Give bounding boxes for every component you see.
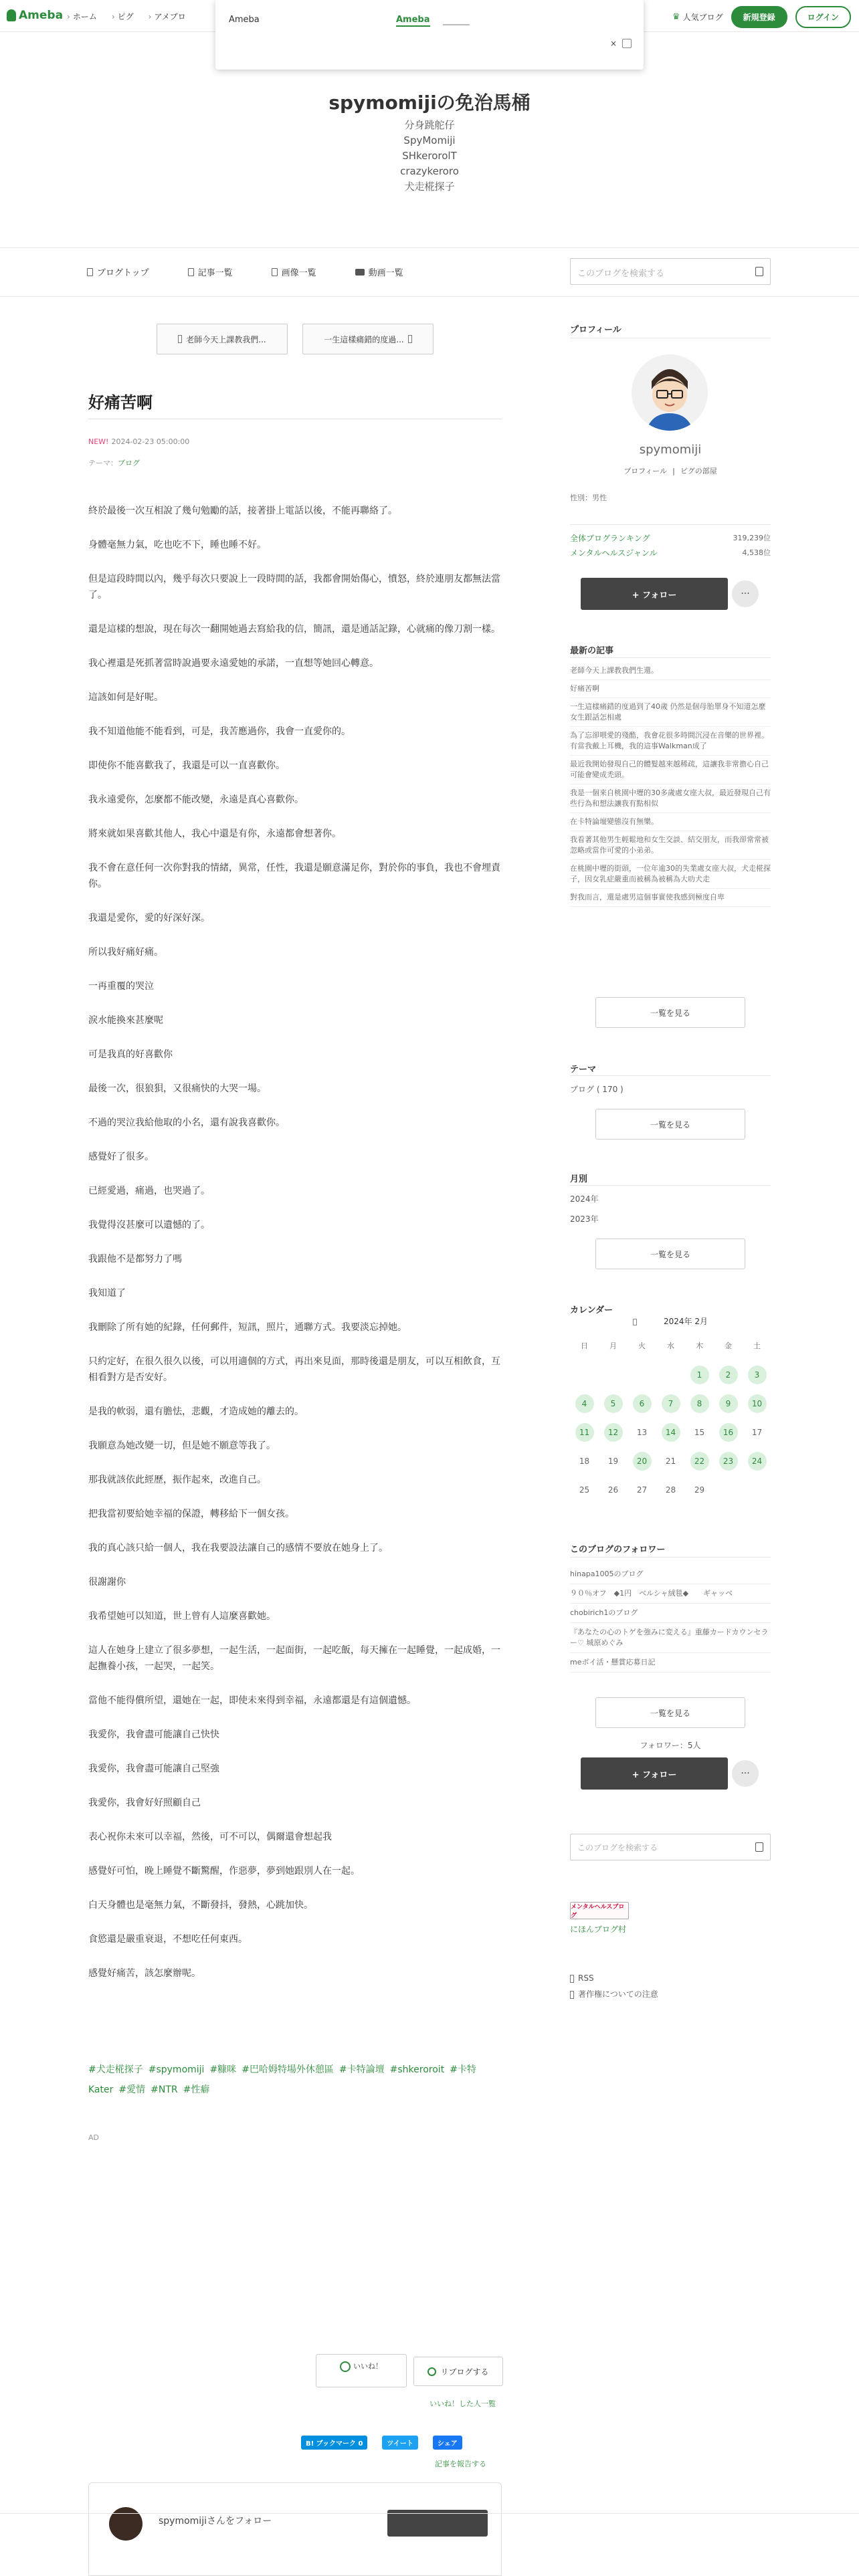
rank-genre — [570, 547, 771, 558]
article-paragraph: 所以我好痛好痛。 — [88, 947, 163, 958]
divider — [570, 657, 771, 658]
article-paragraph: 我刪除了所有她的紀錄，任何郵件，短訊，照片，通聯方式。我要淡忘掉她。 — [88, 1322, 407, 1333]
image-icon — [272, 268, 278, 276]
article-paragraph: 是我的軟弱，還有膽怯，悲觀，才造成她的離去的。 — [88, 1406, 304, 1417]
calendar-day-label: 2 — [719, 1366, 738, 1384]
video-icon — [355, 269, 365, 276]
calendar-day — [656, 1360, 685, 1389]
sidebar-footer-links — [570, 1970, 658, 2002]
profile-links: プロフィール | ピグの部屋 — [624, 467, 717, 475]
calendar-day[interactable] — [570, 1389, 599, 1418]
recent-article-link[interactable]: 老師今天上課教我們生還。 — [570, 662, 771, 680]
article-paragraph: 感覺好可怕，晚上睡覺不斷驚醒，作惡夢，夢到她跟別人在一起。 — [88, 1866, 360, 1876]
facebook-share-button[interactable]: シェア — [433, 2436, 462, 2450]
calendar-day[interactable] — [714, 1389, 743, 1418]
hashtag-link[interactable]: #spymomiji — [148, 2064, 205, 2075]
article-paragraph: 這該如何是好呢。 — [88, 692, 163, 703]
monthly-heading: 月別 — [570, 1174, 588, 1184]
calendar-day — [599, 1360, 628, 1389]
recent-article-link[interactable]: 在桃園中壢的街頭，一位年逾30的失業處女座大叔，犬走椛探子，因女乳症嚴重而被稱為被稱為大叻犬走 — [570, 860, 771, 889]
rss-link[interactable]: RSS — [570, 1973, 594, 1983]
calendar-day: 19 — [607, 1456, 619, 1466]
article-body — [88, 503, 502, 2000]
chevron-right-icon — [408, 335, 412, 343]
article-paragraph: 我知道了 — [88, 1288, 126, 1299]
article-paragraph: 我愛你，我會盡可能讓自己快快 — [88, 1729, 219, 1740]
calendar-day[interactable] — [685, 1446, 714, 1475]
theme-label: テーマ： — [88, 459, 118, 467]
article-paragraph: 很謝謝你 — [88, 1577, 126, 1588]
calendar-day: 17 — [751, 1427, 763, 1437]
calendar-grid — [570, 1360, 771, 1504]
blog-nav-entries[interactable] — [188, 265, 233, 278]
nihon-blogmura-link[interactable]: にほんブログ村 — [570, 1925, 627, 1934]
calendar-day-label: 9 — [719, 1394, 738, 1413]
calendar-heading: カレンダー — [570, 1305, 613, 1315]
hashtag-list — [88, 2060, 502, 2100]
ameba-logo-icon — [7, 9, 16, 21]
sidebar-search-input[interactable] — [570, 1834, 771, 1860]
calendar-day-label: 23 — [719, 1452, 738, 1471]
calendar-day-label: 22 — [690, 1452, 709, 1471]
search-icon[interactable] — [755, 1842, 763, 1852]
search-icon[interactable] — [755, 267, 763, 276]
follow-button[interactable]: + フォロー — [581, 578, 728, 610]
calendar-day[interactable] — [714, 1360, 743, 1389]
calendar-day-label: 16 — [719, 1423, 738, 1442]
rank-all — [570, 532, 771, 544]
article-paragraph: 最後一次，很狼狽，又很痛快的大哭一場。 — [88, 1083, 266, 1094]
next-article-button[interactable] — [302, 324, 434, 354]
calendar-day-label: 12 — [604, 1423, 623, 1442]
likers-link[interactable]: いいね！した人一覧 — [430, 2399, 496, 2408]
article-paragraph: 我心裡還是死抓著當時說過要永遠愛她的承諾，一直想等她回心轉意。 — [88, 658, 379, 669]
global-header-actions — [672, 6, 851, 28]
signup-button[interactable]: 新規登録 — [731, 6, 787, 28]
article-paragraph: 身體毫無力氣，吃也吃不下，睡也睡不好。 — [88, 540, 266, 550]
article-paragraph: 不過的哭泣我給他取的小名，還有說我喜歡你。 — [88, 1117, 285, 1128]
avatar[interactable] — [632, 354, 708, 431]
calendar-day[interactable] — [685, 1360, 714, 1389]
blog-nav-videos-label: 動画一覧 — [368, 268, 403, 278]
article-date — [88, 437, 189, 446]
follow-card-button[interactable] — [387, 2510, 488, 2537]
rank-all-value: 319,239位 — [733, 534, 771, 542]
blog-description-line: SHkerorolT — [402, 150, 457, 162]
blog-nav-top[interactable] — [87, 265, 149, 278]
calendar-day-label: 6 — [633, 1394, 652, 1413]
blog-nav-entries-label: 記事一覧 — [197, 268, 233, 278]
menu-icon[interactable] — [622, 39, 632, 48]
mental-health-badge[interactable]: メンタルヘルスブログ — [570, 1902, 629, 1919]
article-paragraph: 我愛你，我會好好照顧自己 — [88, 1798, 201, 1808]
popular-blogs-label: 人気ブログ — [682, 13, 723, 22]
more-button[interactable]: ··· — [732, 580, 759, 607]
article-paragraph: 把我當初要給她幸福的保證，轉移給下一個女孩。 — [88, 1509, 294, 1519]
recent-article-link[interactable]: 對我而言，還是處男這個事實使我感到極度自卑 — [570, 889, 771, 907]
article-paragraph: 感覺好痛苦，該怎麼辦呢。 — [88, 1968, 201, 1979]
profile-heading: プロフィール — [570, 325, 622, 335]
prev-article-button[interactable] — [157, 324, 288, 354]
profile-name[interactable]: spymomiji — [639, 443, 702, 457]
recent-article-link[interactable]: 最近我開始發現自己的體髮越來越稀疏，這讓我非常擔心自己可能會變成禿頭。 — [570, 756, 771, 784]
calendar-day: 29 — [694, 1485, 705, 1495]
profile-avatar-illustration — [632, 354, 708, 431]
recent-articles-list — [570, 662, 771, 907]
hashtag-link[interactable]: #卡特Kater — [88, 2064, 476, 2095]
article-paragraph: 可是我真的好喜歡你 — [88, 1049, 173, 1060]
reblog-button[interactable] — [413, 2357, 503, 2386]
blog-description-line: 分身跳舵仔 — [404, 119, 455, 131]
hashtag-link[interactable]: #愛情 — [118, 2084, 146, 2095]
article-paragraph: 我還是愛你，愛的好深好深。 — [88, 913, 210, 924]
popup-controls — [610, 39, 632, 48]
divider — [570, 1557, 771, 1558]
calendar-weekday: 土 — [753, 1341, 761, 1350]
share-buttons — [301, 2436, 462, 2450]
article-theme — [88, 457, 140, 468]
article-paragraph: 我不知道他能不能看到，可是，我苦應過你，我會一直愛你的。 — [88, 726, 351, 737]
article-paragraph: 但是這段時間以內，幾乎每次只要說上一段時間的話，我都會開始傷心，憤怒，終於連朋友都無法當了。 — [88, 574, 500, 601]
blog-nav-videos[interactable] — [355, 265, 403, 278]
article-paragraph: 即使你不能喜歡我了，我還是可以一直喜歡你。 — [88, 760, 285, 771]
calendar-day[interactable] — [714, 1418, 743, 1446]
blog-description-line: SpyMomiji — [403, 134, 456, 146]
hashtag-link[interactable]: #NTR — [151, 2084, 178, 2095]
calendar-day-label: 10 — [748, 1394, 767, 1413]
recent-heading: 最新の記事 — [570, 646, 614, 656]
calendar-day-label: 7 — [662, 1394, 680, 1413]
article-paragraph: 一再重覆的哭泣 — [88, 981, 154, 992]
article-paragraph: 我的真心該只給一個人，我在我要設法讓自己的感情不要放在她身上了。 — [88, 1543, 388, 1553]
article-paragraph: 食慾還是嚴重衰退，不想吃任何東西。 — [88, 1934, 248, 1945]
hashtag-link[interactable]: #shkeroroit — [389, 2064, 445, 2075]
sidebar-search-placeholder: このブログを検索する — [577, 1843, 658, 1852]
article-paragraph: 我願意為她改變一切，但是她不願意等我了。 — [88, 1440, 276, 1451]
calendar-day[interactable] — [714, 1446, 743, 1475]
profile-gender: 性別：男性 — [570, 494, 607, 502]
article-paragraph: 還是這樣的想說，現在每次一翻開她過去寫給我的信，簡訊，還是通話記錄，心就痛的像刀割一樣。 — [88, 624, 500, 635]
calendar-day: 15 — [694, 1427, 705, 1437]
calendar-day[interactable] — [743, 1360, 771, 1389]
chevron-left-icon — [178, 335, 182, 343]
hashtag-link[interactable]: #卡特論壇 — [339, 2064, 385, 2075]
divider — [0, 2513, 859, 2514]
rank-all-link[interactable]: 全体ブログランキング — [570, 534, 650, 543]
calendar-day-label: 5 — [604, 1394, 623, 1413]
calendar-day: 27 — [636, 1485, 648, 1495]
article-paragraph: 我跟他不是都努力了嗎 — [88, 1254, 182, 1265]
calendar-month — [570, 1315, 771, 1327]
calendar-day: 13 — [636, 1427, 648, 1437]
calendar-day-label: 11 — [575, 1423, 594, 1442]
article-paragraph: 終於最後一次互相說了幾句勉勵的話，接著掛上電話以後，不能再聯絡了。 — [88, 506, 397, 516]
followers-count: フォロワー：5人 — [640, 1741, 701, 1750]
report-link[interactable]: 記事を報告する — [435, 2460, 486, 2468]
recent-article-link[interactable]: 我看著其他男生輕鬆地和女生交談、結交朋友，而我卻常常被忽略或當作可愛的小弟弟。 — [570, 831, 771, 860]
blog-search-placeholder: このブログを検索する — [577, 269, 665, 279]
article-paragraph: 將來就如果喜歡其他人，我心中還是有你，永遠都會想著你。 — [88, 829, 341, 839]
copyright-link[interactable]: 著作権についての注意 — [570, 1990, 658, 1999]
recent-list-button[interactable]: 一覧を見る — [595, 997, 745, 1028]
calendar-day — [714, 1475, 743, 1504]
popup-tab[interactable]: Ameba — [396, 15, 430, 27]
calendar-day-label: 14 — [662, 1423, 680, 1442]
month-item[interactable]: 2024年 — [570, 1194, 599, 1204]
close-icon[interactable]: × — [609, 39, 617, 48]
blog-description — [0, 118, 859, 195]
calendar-weekday: 月 — [609, 1341, 617, 1350]
article-paragraph: 當他不能得償所望，還她在一起，即使未來得到幸福，永遠都還是有這個遺憾。 — [88, 1695, 416, 1706]
article-paragraph: 那我就該依此經歷，振作起來，改進自己。 — [88, 1475, 266, 1485]
blog-description-line: crazykeroro — [400, 165, 459, 177]
crown-icon: ♛ — [672, 12, 680, 22]
hashtag-link[interactable]: #巴哈姆特場外休憩區 — [242, 2064, 334, 2075]
calendar-day-label: 1 — [690, 1366, 709, 1384]
follow-card — [88, 2482, 502, 2576]
article-title[interactable]: 好痛苦啊 — [88, 393, 153, 412]
rank-genre-value: 4,538位 — [742, 548, 771, 557]
popup-tab-indicator — [443, 24, 470, 25]
reblog-icon — [427, 2367, 436, 2376]
avatar[interactable] — [109, 2507, 142, 2541]
calendar-day: 18 — [579, 1456, 590, 1466]
more-button[interactable]: ··· — [732, 1760, 759, 1787]
article-paragraph: 白天身體也是毫無力氣，不斷發抖，發熱，心跳加快。 — [88, 1900, 313, 1911]
article-paragraph: 我希望她可以知道，世上曾有人這麼喜歡她。 — [88, 1611, 276, 1622]
calendar-day-label: 8 — [690, 1394, 709, 1413]
tweet-button[interactable]: ツイート — [382, 2436, 418, 2450]
divider — [570, 1075, 771, 1076]
followers-heading: このブログのフォロワー — [570, 1545, 666, 1555]
calendar-day[interactable] — [656, 1418, 685, 1446]
calendar-day — [570, 1360, 599, 1389]
like-button[interactable] — [316, 2354, 407, 2387]
calendar-day: 28 — [665, 1485, 676, 1495]
like-label: いいね！ — [353, 2362, 383, 2371]
ad-label: AD — [88, 2133, 99, 2142]
calendar-day[interactable] — [743, 1389, 771, 1418]
article-paragraph: 表心祝你未來可以幸福，然後，可不可以，偶爾還會想起我 — [88, 1832, 332, 1842]
calendar-day[interactable] — [656, 1389, 685, 1418]
theme-heading: テーマ — [570, 1065, 597, 1075]
follower-link[interactable]: ９０％オフ ◆1円 ベルシャ絨毯◆ ギャッベ — [570, 1584, 771, 1604]
pigg-room-link[interactable]: ピグの部屋 — [680, 467, 717, 475]
calendar-weekday: 火 — [638, 1341, 646, 1350]
calendar-weekday: 木 — [696, 1341, 703, 1350]
month-item[interactable]: 2023年 — [570, 1214, 599, 1224]
hashtag-link[interactable]: #性癖 — [183, 2084, 210, 2095]
divider — [570, 1185, 771, 1186]
blog-search-input[interactable] — [570, 258, 771, 285]
global-nav-ameblo[interactable]: › アメブロ — [149, 11, 186, 22]
monthly-list-button[interactable]: 一覧を見る — [595, 1239, 745, 1269]
follow-button[interactable]: + フォロー — [581, 1757, 728, 1790]
new-badge: NEW! — [88, 437, 109, 446]
ameba-popup — [215, 0, 644, 70]
calendar-weekdays — [570, 1340, 771, 1351]
recent-article-link[interactable]: 在卡特論壇變態沒有無樂。 — [570, 813, 771, 831]
blog-title[interactable]: spymomijiの免治馬桶 — [328, 92, 531, 114]
calendar-day-label: 4 — [575, 1394, 594, 1413]
login-button[interactable]: ログイン — [795, 6, 851, 28]
article-paragraph: 淚水能換來甚麼呢 — [88, 1015, 163, 1026]
article-paragraph: 我覺得沒甚麼可以遺憾的了。 — [88, 1220, 210, 1230]
divider — [570, 524, 771, 525]
profile-link[interactable]: プロフィール — [624, 467, 668, 475]
article-paragraph: 我永遠愛你，怎麼都不能改變，永遠是真心喜歡你。 — [88, 794, 304, 805]
blog-nav-top-label: ブログトップ — [97, 268, 149, 278]
calendar-day[interactable] — [599, 1389, 628, 1418]
calendar-day[interactable] — [570, 1418, 599, 1446]
recent-article-link[interactable]: 我是一個來自桃園中壢的30多歲處女座大叔，最近發現自己有些行為和想法讓我有點相似 — [570, 784, 771, 813]
calendar-day-label: 3 — [748, 1366, 767, 1384]
recent-article-link[interactable]: 好痛苦啊 — [570, 680, 771, 698]
blog-nav-images[interactable] — [272, 265, 316, 278]
blog-description-line: 犬走椛探子 — [404, 181, 455, 193]
followers-list — [570, 1565, 771, 1673]
article-paragraph: 感覺好了很多。 — [88, 1152, 154, 1162]
follower-link[interactable]: 『あなたの心のトゲを強みに変える』重藤カードカウンセラー♡ 城原めぐみ — [570, 1623, 771, 1653]
calendar-weekday: 水 — [667, 1341, 674, 1350]
recent-article-link[interactable]: 一生這樣痛錯的度過到了40歲 仍然是個母胎單身不知道怎麼女生跟話怎相處 — [570, 698, 771, 727]
article-paragraph: 我不會在意任何一次你對我的情緒，異常，任性，我還是願意滿足你，對於你的事負，我也不會埋責你。 — [88, 863, 500, 889]
smile-icon — [340, 2361, 351, 2372]
reblog-label: リブログする — [440, 2367, 489, 2377]
calendar-day-label: 20 — [633, 1452, 652, 1471]
calendar-weekday: 日 — [581, 1341, 588, 1350]
theme-list-button[interactable]: 一覧を見る — [595, 1109, 745, 1140]
hashtag-link[interactable]: #糠咪 — [209, 2064, 237, 2075]
follower-link[interactable]: meボイ活・懸賞応募日記 — [570, 1653, 771, 1673]
prev-article-label: 老師今天上課教我們... — [186, 334, 266, 344]
hatena-bookmark-button[interactable]: B! ブックマーク 0 — [301, 2436, 367, 2450]
calendar-day[interactable] — [628, 1446, 656, 1475]
follow-card-text: spymomijiさんをフォロー — [159, 2516, 272, 2527]
blog-nav-items — [87, 265, 403, 278]
hashtag-link[interactable]: #犬走椛探子 — [88, 2064, 143, 2075]
article-paragraph: 我愛你，我會盡可能讓自己堅強 — [88, 1763, 219, 1774]
calendar-weekday: 金 — [725, 1341, 732, 1350]
ameba-logo-text: Ameba — [19, 9, 64, 22]
calendar-day: 26 — [607, 1485, 619, 1495]
follower-link[interactable]: chobirich1のブログ — [570, 1604, 771, 1623]
rank-genre-link[interactable]: メンタルヘルスジャンル — [570, 548, 658, 558]
recent-article-link[interactable]: 為了忘卻喂愛的殘酷，我會花很多時間沉浸在音樂的世界裡。有當我戴上耳機，我的這事Walkman成了 — [570, 727, 771, 756]
popup-left-label: Ameba — [229, 15, 260, 25]
article-paragraph: 已經愛過，痛過，也哭過了。 — [88, 1186, 210, 1196]
blog-nav-images-label: 画像一覧 — [281, 268, 316, 278]
page-icon — [87, 268, 93, 276]
follower-link[interactable]: hinapa1005のブログ — [570, 1565, 771, 1584]
theme-link[interactable]: ブログ — [118, 459, 140, 467]
article-paragraph: 這人在她身上建立了很多夢想，一起生活，一起面街，一起吃飯，每天擁在一起睡覺，一起成婚，一起撫養小孩，一起哭，一起笑。 — [88, 1645, 500, 1672]
calendar-day: 21 — [665, 1456, 676, 1466]
global-nav-pigg[interactable]: › ピグ — [112, 11, 134, 22]
article-date-value: 2024-02-23 05:00:00 — [111, 437, 190, 446]
calendar-day[interactable] — [743, 1446, 771, 1475]
calendar-day[interactable] — [599, 1418, 628, 1446]
calendar-day-label: 24 — [748, 1452, 767, 1471]
global-nav-home[interactable]: › ホーム — [67, 11, 97, 22]
calendar-day[interactable] — [685, 1389, 714, 1418]
theme-item[interactable]: ブログ ( 170 ) — [570, 1085, 624, 1094]
popular-blogs-link[interactable] — [672, 11, 723, 23]
next-article-label: 一生這樣痛錯的度過... — [324, 334, 404, 344]
calendar-month-label: 2024年 2月 — [664, 1317, 708, 1326]
calendar-day — [743, 1475, 771, 1504]
calendar-day[interactable] — [628, 1389, 656, 1418]
ameba-logo[interactable] — [7, 9, 63, 22]
calendar-day: 25 — [579, 1485, 590, 1495]
calendar-day — [628, 1360, 656, 1389]
article-paragraph: 只約定好，在很久很久以後，可以用適個的方式，再出來見面，那時後還是朋友，可以互相飲食，互相看對方是否安好。 — [88, 1356, 500, 1383]
global-nav — [67, 11, 186, 22]
chevron-left-icon[interactable] — [633, 1319, 637, 1325]
followers-list-button[interactable]: 一覧を見る — [595, 1697, 745, 1728]
page-icon — [188, 268, 194, 276]
